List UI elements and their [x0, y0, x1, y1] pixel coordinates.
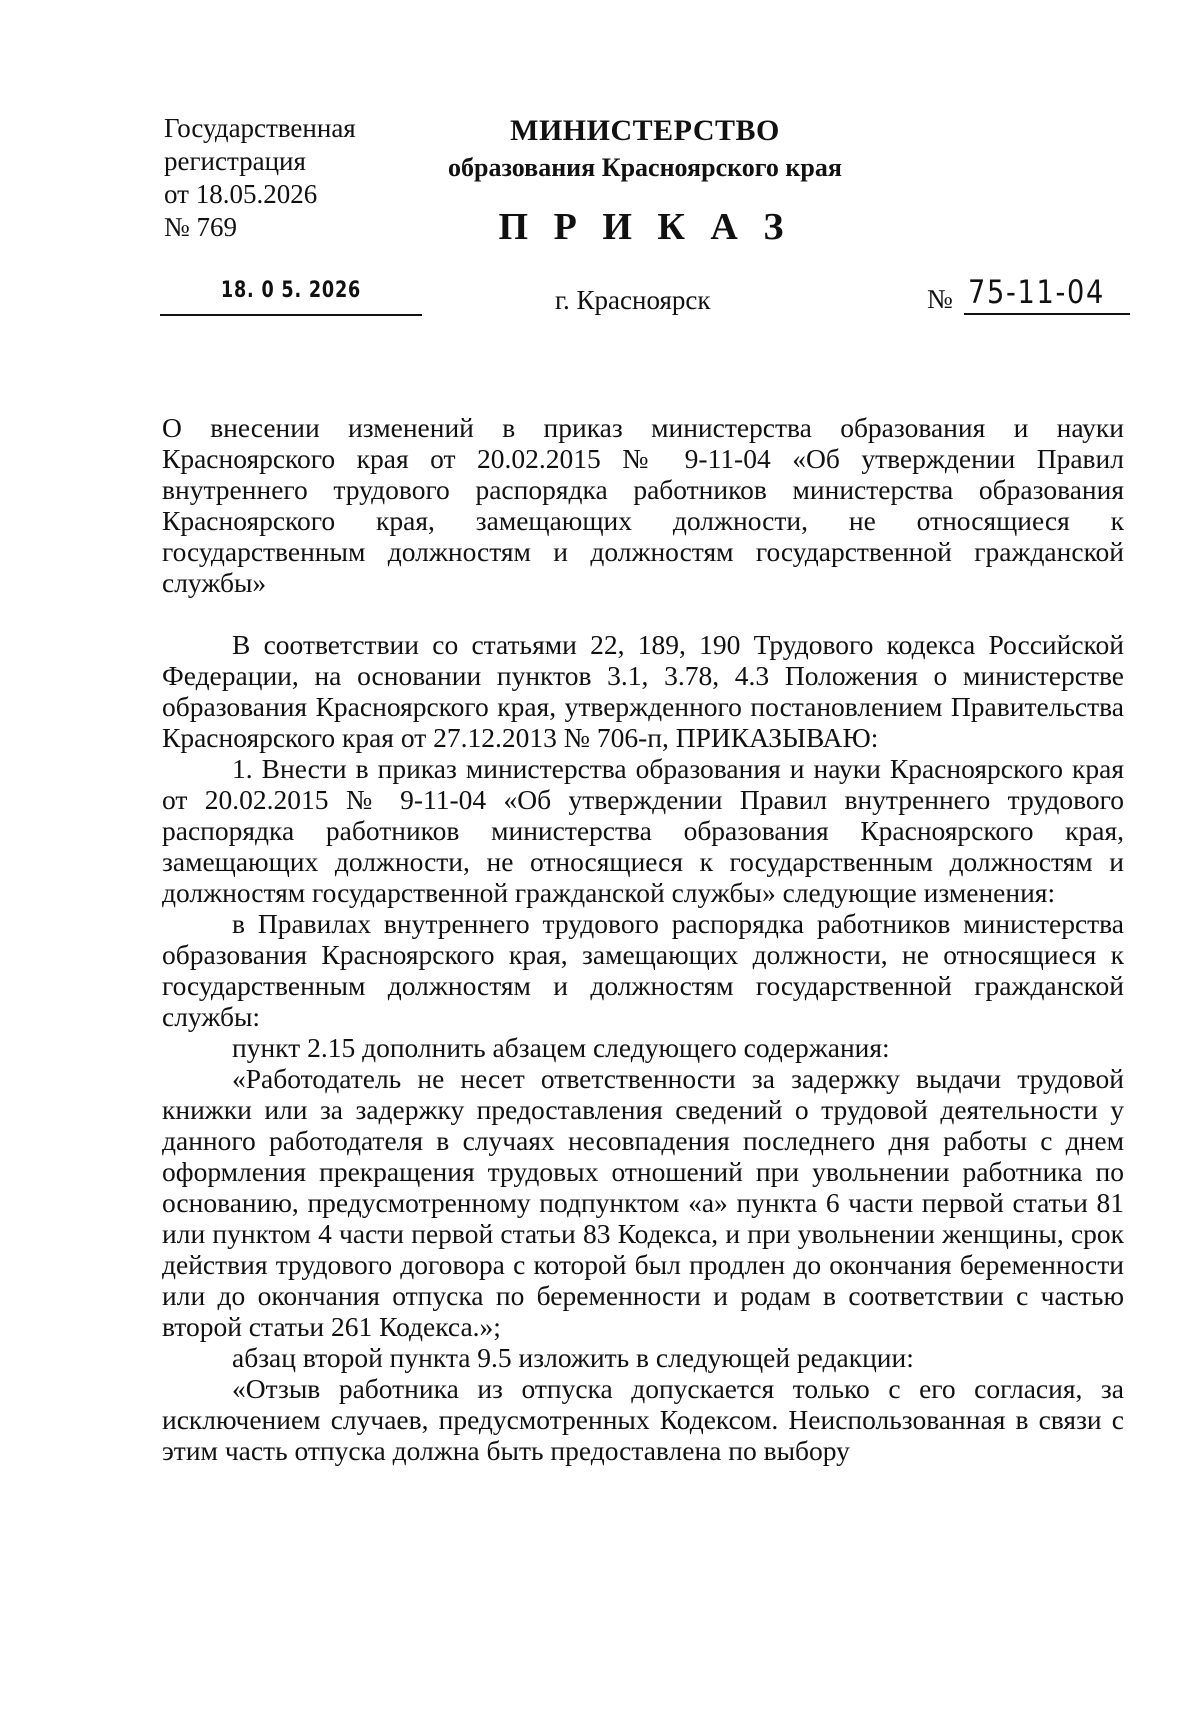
document-type: П Р И К А З	[498, 206, 792, 248]
paragraph-clause-2-15: пункт 2.15 дополнить абзацем следующего содержания:	[232, 1032, 890, 1063]
paragraph-clause-9-5: абзац второй пункта 9.5 изложить в следующей редакции:	[232, 1342, 914, 1373]
document-title: О внесении изменений в приказ министерства образования и науки Красноярского края от 20.02.2015 № 9-11-04 «Об утверждении Правил внутреннего трудового распорядка работников министерства образования Красноярского края, замещающих должности, не относящиеся к государственным должностям и должностям государственной гражданской службы»	[162, 412, 1124, 598]
paragraph-item-1: 1. Внести в приказ министерства образования и науки Красноярского края от 20.02.2015 № 9-11-04 «Об утверждении Правил внутреннего трудового распорядка работников министерства образования Красноярского края, замещающих должности, не относящиеся к государственным должностям и должностям государственной гражданской службы» следующие изменения:	[162, 753, 1124, 908]
paragraph-clause-2-15-text: «Работодатель не несет ответственности за задержку выдачи трудовой книжки или за задержку предоставления сведений о трудовой деятельности у данного работодателя в случаях несовпадения последнего дня работы с днем оформления прекращения трудовых отношений при увольнении работника по основанию, предусмотренному подпунктом «а» пункта 6 части первой статьи 81 или пунктом 4 части первой статьи 83 Кодекса, и при увольнении женщины, срок действия трудового договора с которой был продлен до окончания беременности или до окончания отпуска по беременности и родам в соответствии с частью второй статьи 261 Кодекса.»;	[162, 1063, 1124, 1342]
paragraph-clause-9-5-text: «Отзыв работника из отпуска допускается только с его согласия, за исключением случаев, предусмотренных Кодексом. Неиспользованная в связи с этим часть отпуска должна быть предоставлена по выбору	[162, 1373, 1124, 1466]
registration-date: от 18.05.2026	[164, 179, 318, 209]
ministry-header	[400, 112, 890, 186]
paragraph-rules: в Правилах внутреннего трудового распорядка работников министерства образования Красноярского края, замещающих должности, не относящиеся к государственным должностям и должностям государственной гражданской службы:	[162, 908, 1124, 1032]
registration-block	[164, 112, 356, 244]
document-body	[162, 412, 1124, 1466]
number-label: №	[927, 284, 953, 314]
order-date-stamp: 18. 0 5. 2026	[220, 278, 362, 303]
registration-number: № 769	[164, 212, 238, 242]
order-number-handwritten: 75-11-04	[968, 273, 1106, 311]
registration-line-1: Государственная	[164, 113, 356, 143]
date-underline	[160, 314, 422, 316]
city: г. Красноярск	[555, 285, 711, 315]
registration-line-2: регистрация	[164, 146, 306, 176]
ministry-title: МИНИСТЕРСТВО	[510, 114, 780, 147]
number-underline	[964, 313, 1130, 315]
ministry-subtitle: образования Красноярского края	[448, 153, 842, 182]
paragraph-preamble: В соответствии со статьями 22, 189, 190 Трудового кодекса Российской Федерации, на основании пунктов 3.1, 3.78, 4.3 Положения о министерстве образования Красноярского края, утвержденного постановлением Правительства Красноярского края от 27.12.2013 № 706-п, ПРИКАЗЫВАЮ:	[162, 629, 1124, 753]
